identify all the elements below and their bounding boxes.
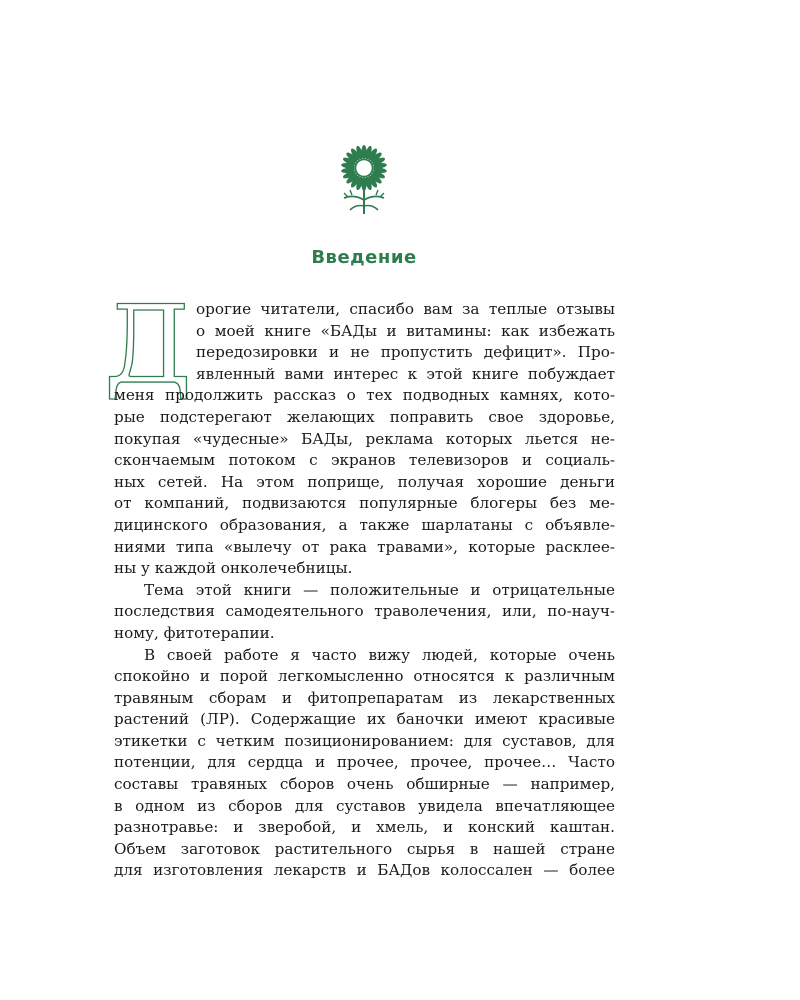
drop-cap-letter: Д bbox=[104, 283, 192, 408]
paragraph-3 bbox=[114, 645, 615, 883]
paragraph-2 bbox=[114, 580, 615, 645]
text-line: составы травяных сборов очень обширные — например, bbox=[114, 775, 615, 794]
text-line: спокойно и порой легкомысленно относятся к различным bbox=[114, 667, 615, 686]
text-line: в одном из сборов для суставов увидела впечатляющее bbox=[114, 796, 615, 815]
text-line: рые подстерегают желающих поправить свое здоровье, bbox=[114, 407, 615, 426]
text-line: орогие читатели, спасибо вам за теплые отзывы bbox=[196, 300, 615, 318]
text-line: В своей работе я часто вижу людей, которые очень bbox=[144, 645, 615, 664]
text-line: ны у каждой онколечебницы. bbox=[114, 559, 353, 578]
text-line: растений (ЛР). Содержащие их баночки имеют красивые bbox=[114, 710, 615, 729]
text-line: явленный вами интерес к этой книге побуждает bbox=[196, 364, 615, 383]
text-line: травяным сборам и фитопрепаратам из лекарственных bbox=[114, 688, 615, 707]
text-line: ниями типа «вылечу от рака травами», которые расклее- bbox=[114, 537, 615, 556]
text-line: меня продолжить рассказ о тех подводных камнях, кото- bbox=[114, 386, 615, 405]
text-line: о моей книге «БАДы и витамины: как избежать bbox=[196, 321, 615, 340]
body-text bbox=[114, 299, 615, 882]
text-line: Тема этой книги — положительные и отрицательные bbox=[144, 580, 615, 599]
text-line: Объем заготовок растительного сырья в нашей стране bbox=[114, 839, 615, 858]
text-line: ных сетей. На этом поприще, получая хорошие деньги bbox=[114, 472, 615, 491]
text-line: передозировки и не пропустить дефицит». Про- bbox=[196, 343, 615, 362]
text-line: скончаемым потоком с экранов телевизоров и социаль- bbox=[114, 451, 615, 470]
text-line: потенции, для сердца и прочее, прочее, прочее… Часто bbox=[114, 753, 615, 772]
text-line: от компаний, подвизаются популярные блогеры без ме- bbox=[114, 494, 615, 513]
text-line: последствия самодеятельного траволечения, или, по-науч- bbox=[114, 602, 615, 621]
text-line: дицинского образования, а также шарлатаны с объявле- bbox=[114, 515, 615, 534]
text-line: разнотравье: и зверобой, и хмель, и конский каштан. bbox=[114, 818, 615, 837]
paragraph-1 bbox=[114, 299, 615, 580]
flower-icon bbox=[332, 140, 396, 216]
text-line: этикетки с четким позиционированием: для суставов, для bbox=[114, 731, 615, 750]
text-line: для изготовления лекарств и БАДов колоссален — более bbox=[114, 861, 615, 880]
section-heading: Введение bbox=[311, 247, 417, 268]
text-line: покупая «чудесные» БАДы, реклама которых льется не- bbox=[114, 429, 615, 448]
text-line: ному, фитотерапии. bbox=[114, 623, 275, 642]
